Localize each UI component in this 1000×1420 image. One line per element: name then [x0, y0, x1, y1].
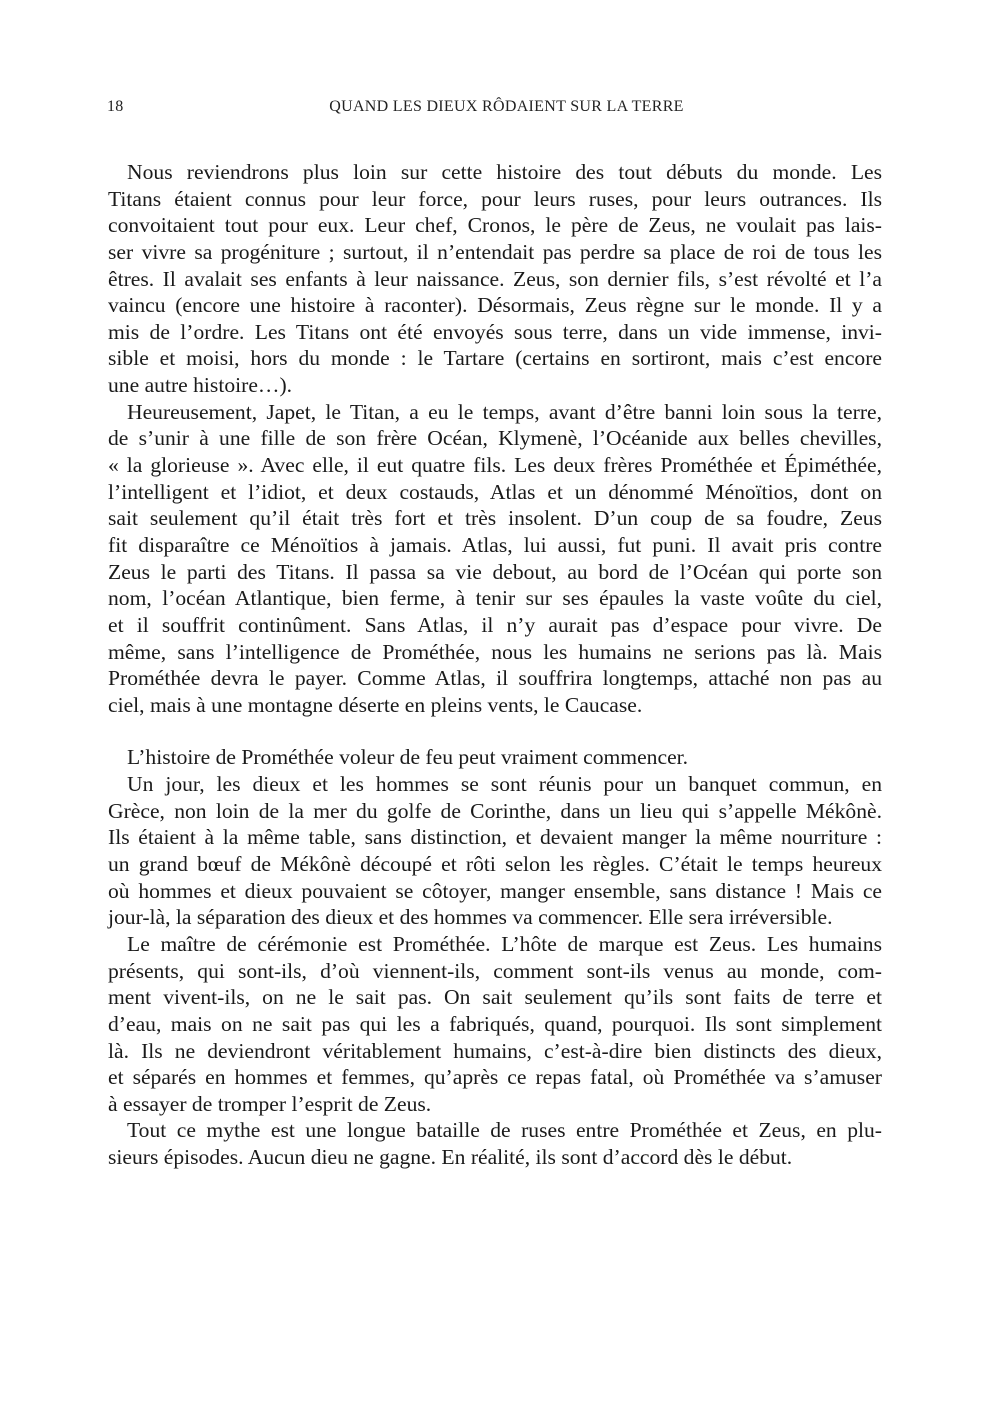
text-line: Le maître de cérémonie est Prométhée. L’hôte de marque est Zeus. Les humains [127, 931, 882, 956]
text-line: êtres. Il avalait ses enfants à leur naissance. Zeus, son dernier fils, s’est révolté et l’a [108, 266, 882, 291]
text-line: vaincu (encore une histoire à raconter). Désormais, Zeus règne sur le monde. Il y a [108, 293, 882, 318]
text-line: sieurs épisodes. Aucun dieu ne gagne. En réalité, ils sont d’accord dès le début. [108, 1145, 793, 1170]
text-line: où hommes et dieux pouvaient se côtoyer, manger ensemble, sans distance ! Mais ce [108, 878, 882, 903]
text-line: de s’unir à une fille de son frère Océan, Klymenè, l’Océanide aux belles chevilles, [108, 426, 882, 451]
paragraph [108, 399, 882, 719]
text-line: et il souffrit continûment. Sans Atlas, il n’y aurait pas d’espace pour vivre. De [108, 612, 882, 637]
text-line: ciel, mais à une montagne déserte en pleins vents, le Caucase. [108, 692, 643, 717]
running-title: QUAND LES DIEUX RÔDAIENT SUR LA TERRE [329, 98, 684, 115]
text-line: sait seulement qu’il était très fort et très insolent. D’un coup de sa foudre, Zeus [108, 506, 882, 531]
text-line: Ils étaient à la même table, sans distinction, et devaient manger la même nourriture : [108, 825, 882, 850]
paragraph [108, 1117, 882, 1170]
text-line: Prométhée devra le payer. Comme Atlas, il souffrira longtemps, attaché non pas au [108, 666, 882, 691]
page-number: 18 [107, 98, 124, 115]
text-line: d’eau, mais on ne sait pas qui les a fabriqués, quand, pourquoi. Ils sont simplement [108, 1011, 882, 1036]
text-line: nom, l’océan Atlantique, bien ferme, à tenir sur ses épaules la vaste voûte du ciel, [108, 586, 882, 611]
text-line: Tout ce mythe est une longue bataille de ruses entre Prométhée et Zeus, en plu- [127, 1118, 882, 1143]
text-line: même, sans l’intelligence de Prométhée, nous les humains ne serions pas là. Mais [108, 639, 882, 664]
text-line: mis de l’ordre. Les Titans ont été envoyés sous terre, dans un vide immense, invi- [108, 319, 882, 344]
text-line: là. Ils ne deviendront véritablement humains, c’est-à-dire bien distincts des dieux, [108, 1038, 882, 1063]
text-line: présents, qui sont-ils, d’où viennent-ils, comment sont-ils venus au monde, com- [108, 958, 882, 983]
text-line: à essayer de tromper l’esprit de Zeus. [108, 1091, 432, 1116]
text-line: et séparés en hommes et femmes, qu’après ce repas fatal, où Prométhée va s’amuser [108, 1065, 882, 1090]
text-line: ment vivent-ils, on ne le sait pas. On sait seulement qu’ils sont faits de terre et [108, 985, 882, 1010]
paragraph [108, 744, 882, 771]
paragraph [108, 771, 882, 931]
text-line: Un jour, les dieux et les hommes se sont réunis pour un banquet commun, en [127, 772, 882, 797]
text-line: l’intelligent et l’idiot, et deux costauds, Atlas et un dénommé Ménoïtios, dont on [108, 479, 882, 504]
paragraph [108, 931, 882, 1117]
body-text [108, 159, 882, 1171]
text-line: sible et moisi, hors du monde : le Tartare (certains en sortiront, mais c’est encore [108, 346, 882, 371]
text-line: Zeus le parti des Titans. Il passa sa vie debout, au bord de l’Océan qui porte son [108, 559, 882, 584]
text-line: fit disparaître ce Ménoïtios à jamais. Atlas, lui aussi, fut puni. Il avait pris contre [108, 532, 882, 557]
text-line: Grèce, non loin de la mer du golfe de Corinthe, dans un lieu qui s’appelle Mékônè. [108, 798, 882, 823]
text-line: convoitaient tout pour eux. Leur chef, Cronos, le père de Zeus, ne voulait pas lais- [108, 213, 882, 238]
paragraph [108, 159, 882, 399]
text-line: Nous reviendrons plus loin sur cette histoire des tout débuts du monde. Les [127, 160, 882, 184]
text-line: un grand bœuf de Mékônè découpé et rôti selon les règles. C’était le temps heureux [108, 852, 882, 877]
text-line: Titans étaient connus pour leur force, pour leurs ruses, pour leurs outrances. Ils [108, 186, 882, 211]
text-line: ser vivre sa progéniture ; surtout, il n’entendait pas perdre sa place de roi de tous les [108, 239, 882, 264]
text-line: une autre histoire…). [108, 373, 293, 398]
text-line: L’histoire de Prométhée voleur de feu peut vraiment commencer. [127, 745, 689, 770]
text-line: « la glorieuse ». Avec elle, il eut quatre fils. Les deux frères Prométhée et Épiméthée, [108, 453, 882, 478]
running-header [107, 98, 882, 122]
text-line: jour-là, la séparation des dieux et des hommes va commencer. Elle sera irréversible. [108, 905, 833, 930]
text-line: Heureusement, Japet, le Titan, a eu le temps, avant d’être banni loin sous la terre, [127, 399, 882, 424]
